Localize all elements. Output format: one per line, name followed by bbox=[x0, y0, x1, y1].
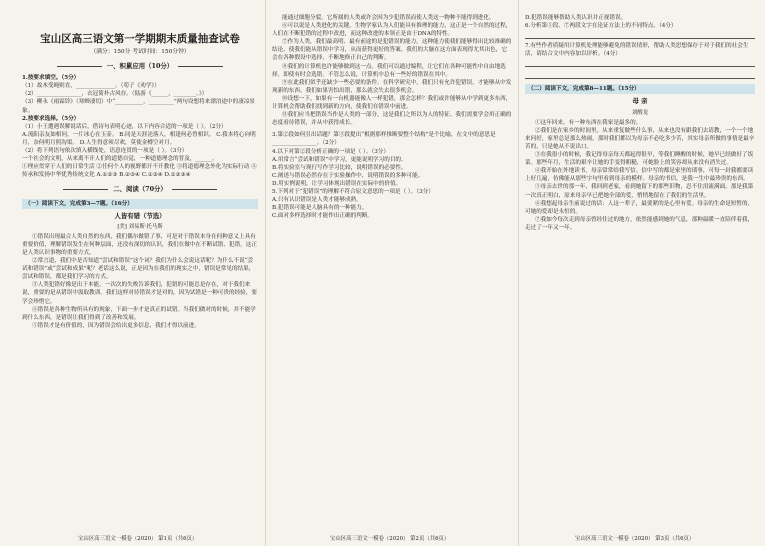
question-line: （2）将下列语句依次填入横线处，语意连贯的一项是（ ）。（3分） bbox=[22, 148, 188, 155]
passage-title: 母 亲 bbox=[632, 97, 648, 106]
paragraph: ⑥我想起母亲生前说过的话：人这一辈子，最要紧的是心里有爱。母亲的生命是短暂的，可她的爱却是永恒的。 bbox=[525, 200, 754, 215]
question-line: （3）柳永《雨霖铃》（寒蝉凄切）中“__________，_________”两句设想将来漂泊途中的凄凉景象。 bbox=[22, 99, 256, 114]
answer-line bbox=[525, 58, 755, 67]
paragraph: ⑧我们的计算机也许能够做到这一点。我们可以通过编程，让它们在各种可能性中自由地选择，即使有时会选错。不管怎么说，计算机中总有一些好的错误在其中。 bbox=[272, 63, 506, 78]
page-footer: 宝山区高三语文一模卷（2020） 第2页（共6页） bbox=[330, 536, 450, 542]
question-line: 4.以下对第②段分析正确的一项是（ ）。（3分） bbox=[272, 148, 389, 155]
page-2 bbox=[272, 14, 512, 524]
section-heading: 一、积累应用（10分） bbox=[22, 62, 258, 70]
paragraph: ⑨在此我们似乎还缺少一些必要的条件。在科学研究中，我们只有允许犯错误，才能够从中发现新的东西。我们如果害怕出错，那么就会失去很多机会。 bbox=[272, 79, 512, 94]
answer-option: D.犯错误能够帮助人类认识并正视错误。 bbox=[525, 15, 627, 21]
answer-option: A.只有认识错误是人类才能够成熟。 bbox=[272, 197, 362, 204]
answer-options: ①理应贯穿于人们的日常生活 ②任何个人的视野都开不开教化 ③将道德理念外化为实际行动 ④传承和发扬中华优秀传统文化 A.①②③ B.②③④ C.①③④ D.①②③④ bbox=[22, 164, 257, 179]
question-line: （1）故木受绳则直，______________。（荀子《劝学》） bbox=[22, 83, 160, 90]
page-footer: 宝山区高三语文一模卷（2020） 第3页（共6页） bbox=[575, 536, 695, 542]
answer-option: B.将实验室与现行写作学习比较，说明错误的必要性。 bbox=[272, 164, 407, 171]
reading-band: （二）阅读下文，完成第8—11题。（15分） bbox=[525, 84, 755, 94]
passage-title: 人皆有错（节选） bbox=[114, 211, 166, 220]
question-line: 6.分析第⑤段、⑦两段文字在论证方法上的不同特点。（4分） bbox=[525, 23, 677, 30]
question-heading: 2.按要求选择。（5分） bbox=[22, 115, 80, 122]
answer-option: D.用实例说明，让学习体现出错误在实际中的价值。 bbox=[272, 180, 402, 187]
paragraph: ⑥可以说是人类进化的关键，生物学家认为人们能具有推理的能力，这正是一个自然的过程，人们在不断犯错的过程中改进，而这种改进的本领正是由于DNA的特性。 bbox=[272, 23, 512, 38]
answer-option: A.用常言“尝试和错误”中学习，更能说明学习的目的。 bbox=[272, 156, 407, 163]
paragraph: ①错误出现最合人类自然的东西，我们偶尔做错了事，可是对于错误本身在何种意义上具有重要价值，理解错误发生在何种层面，还没有深切的认识，我们在做中在不断试错、犯错，这正是人类认识事物的重要方式。 bbox=[22, 233, 257, 256]
passage-author: [美] 刘易斯·托马斯 bbox=[117, 223, 163, 230]
question-line: 7.有些作者质疑用计算机处理能够避免的错误情形，帮助人类思想保存于对于我们的社会生活，请结合文中内容加以评析。（4分） bbox=[525, 43, 749, 58]
question-line: 一个社会的文明，从来离不开人们的道德自觉，一种道德理念的普及，______。 bbox=[22, 156, 218, 163]
question-heading: 1.按要求填空。（5分） bbox=[22, 75, 80, 82]
exam-title: 宝山区高三语文第一学期期末质量抽查试卷 bbox=[40, 33, 240, 45]
paragraph: ⑦我如今每次走到母亲曾经住过的地方，依然能感到她的气息，那种温暖一直陪伴着我，走过了一年又一年。 bbox=[525, 216, 754, 231]
answer-option: C.面对多样选择时才能作出正确的判断。 bbox=[272, 213, 373, 220]
paragraph: ⑦作为人类，我们最高明、最有前途的是犯错误的能力。这种能力使我们能够得出比较准确的结论，使我们能从错误中学习，从而获得更好的答案。我们的大脑在这方面表现得尤其出色，它会在各种假设中选择，不断地修正自己的判断。 bbox=[272, 39, 512, 62]
paragraph: ①这年回来，有一种东西在我家是最多的。 bbox=[535, 119, 642, 126]
question-line: 5.下列对于“犯错误”的理解不符合原文意思的一项是（ ）。（3分） bbox=[272, 188, 434, 195]
page-footer: 宝山区高三语文一模卷（2020） 第1页（共6页） bbox=[78, 536, 198, 542]
page-3 bbox=[525, 14, 755, 524]
paragraph: ③在我很小的时候，我记得母亲每天都起得很早，等我们睡醒的时候，她早已经做好了饭菜。那些年月，生活的艰辛让她的手变得粗糙，可她脸上的笑容却从来没有消失过。 bbox=[525, 152, 754, 167]
exam-meta: （满分：150分 考试时间：150分钟） bbox=[90, 49, 190, 55]
passage-author: 刘醒龙 bbox=[631, 109, 649, 116]
page-1 bbox=[22, 14, 258, 524]
paragraph: ⑩设想一下，如果有一台机器能像人一样犯错，那会怎样？我们或许能够从中学到更多东西，计算机会帮助我们找到新的方向，使我们在错误中前进。 bbox=[272, 95, 512, 111]
answer-line bbox=[525, 30, 755, 39]
answer-line bbox=[525, 70, 755, 79]
paragraph: ②我们是在家乡的时间里，从来重复做些什么事，从来也没有跟我们去请教，一个一个地来问好，家里总是那么热闹。那时我们都以为母亲不必吃多少苦，其实母亲所做的事情是最辛苦的，只是她从不说出口。 bbox=[525, 127, 755, 150]
question-line: （2）________________，衣冠简朴古风存。（陆游《______，________。》） bbox=[22, 91, 208, 98]
paragraph: ⑤母亲去世的那一年，我回到老家，看到她留下的那些旧物，忍不住泪流满面。那是我第一次真正明白，原来母亲早已把她全部的爱，悄悄地留在了我们的生活里。 bbox=[525, 184, 754, 199]
paragraph: ③人类犯错好像是出于本能，一次次的失败告诉我们，犯错的可能总是存在，对于我们来说，重要的是从错误中汲取教训。我们这样对待错误才是对的，因为试错是一种可贵的经验，要学会珍惜它。 bbox=[22, 282, 257, 305]
reading-band: （一）阅读下文，完成第3—7题。（16分） bbox=[22, 199, 258, 209]
paragraph: ②常言道，我们中是否知道“尝试和错误”这个词？我们为什么会说这话呢？为什么不说“尝试和错误”或“尝试和成果”呢？老话这么说，正是因为在我们的现实之中，错误是常见的结果，尝试和错误，都是我们学习的方式。 bbox=[22, 258, 255, 281]
paragraph: ⑤错误才是有价值的，因为错误会给出更多信息，我们才得以前进。 bbox=[32, 322, 200, 329]
paragraph: 能通过细胞分裂，它所属的人类或许会因为少犯错误而使人类这一物种不能得到进化。 bbox=[282, 15, 495, 21]
answer-option: B.犯错误可能是人脑具有的一种能力。 bbox=[272, 205, 368, 212]
question-line: 3.第②段如何引出话题？第③段提出“根据那样推断要整个结构”是个比喻，在文中的意思是________________。（2分） bbox=[272, 132, 496, 147]
paragraph: ④我开始在外地读书，母亲常常给我写信。信中写的都是家里的琐事，可每一封我都要读上好几遍，仿佛能从那些字句里看到母亲的模样。母亲的书信，是我一生中最珍贵的东西。 bbox=[525, 168, 754, 183]
page-divider bbox=[518, 0, 519, 546]
answer-option: C.阐述与错误必然存在于实验操作中，说明错误的多种可能。 bbox=[272, 172, 424, 179]
page-divider bbox=[265, 0, 266, 546]
answer-options: A.流阳亲友如相问，一片冰心在玉壶。 B.同是天涯沦落人，相逢何必曾相识。 C.我本将心向明月，奈何明月照沟渠。 D.人生得意须尽欢，莫使金樽空对月。 bbox=[22, 131, 256, 146]
paragraph: ⑪我们应当把错误当作是人类的一部分，这是我们之所以为人的特征。我们需要学会用正确的态度看待错误，并从中获得成长。 bbox=[272, 112, 512, 127]
question-line: （1）小王遭遇误解说话后，借诗句表明心迹，以下内容合适的一项是（ ）。（2分） bbox=[22, 123, 227, 130]
section-heading: 二、阅读（70分） bbox=[22, 185, 258, 193]
paragraph: ④错误是各种生物所具有的现象，下面一步才是真正的试错。当我们做对的时候，并不能学到什么东西，是错误让我们得到了改善和发展。 bbox=[22, 306, 256, 321]
